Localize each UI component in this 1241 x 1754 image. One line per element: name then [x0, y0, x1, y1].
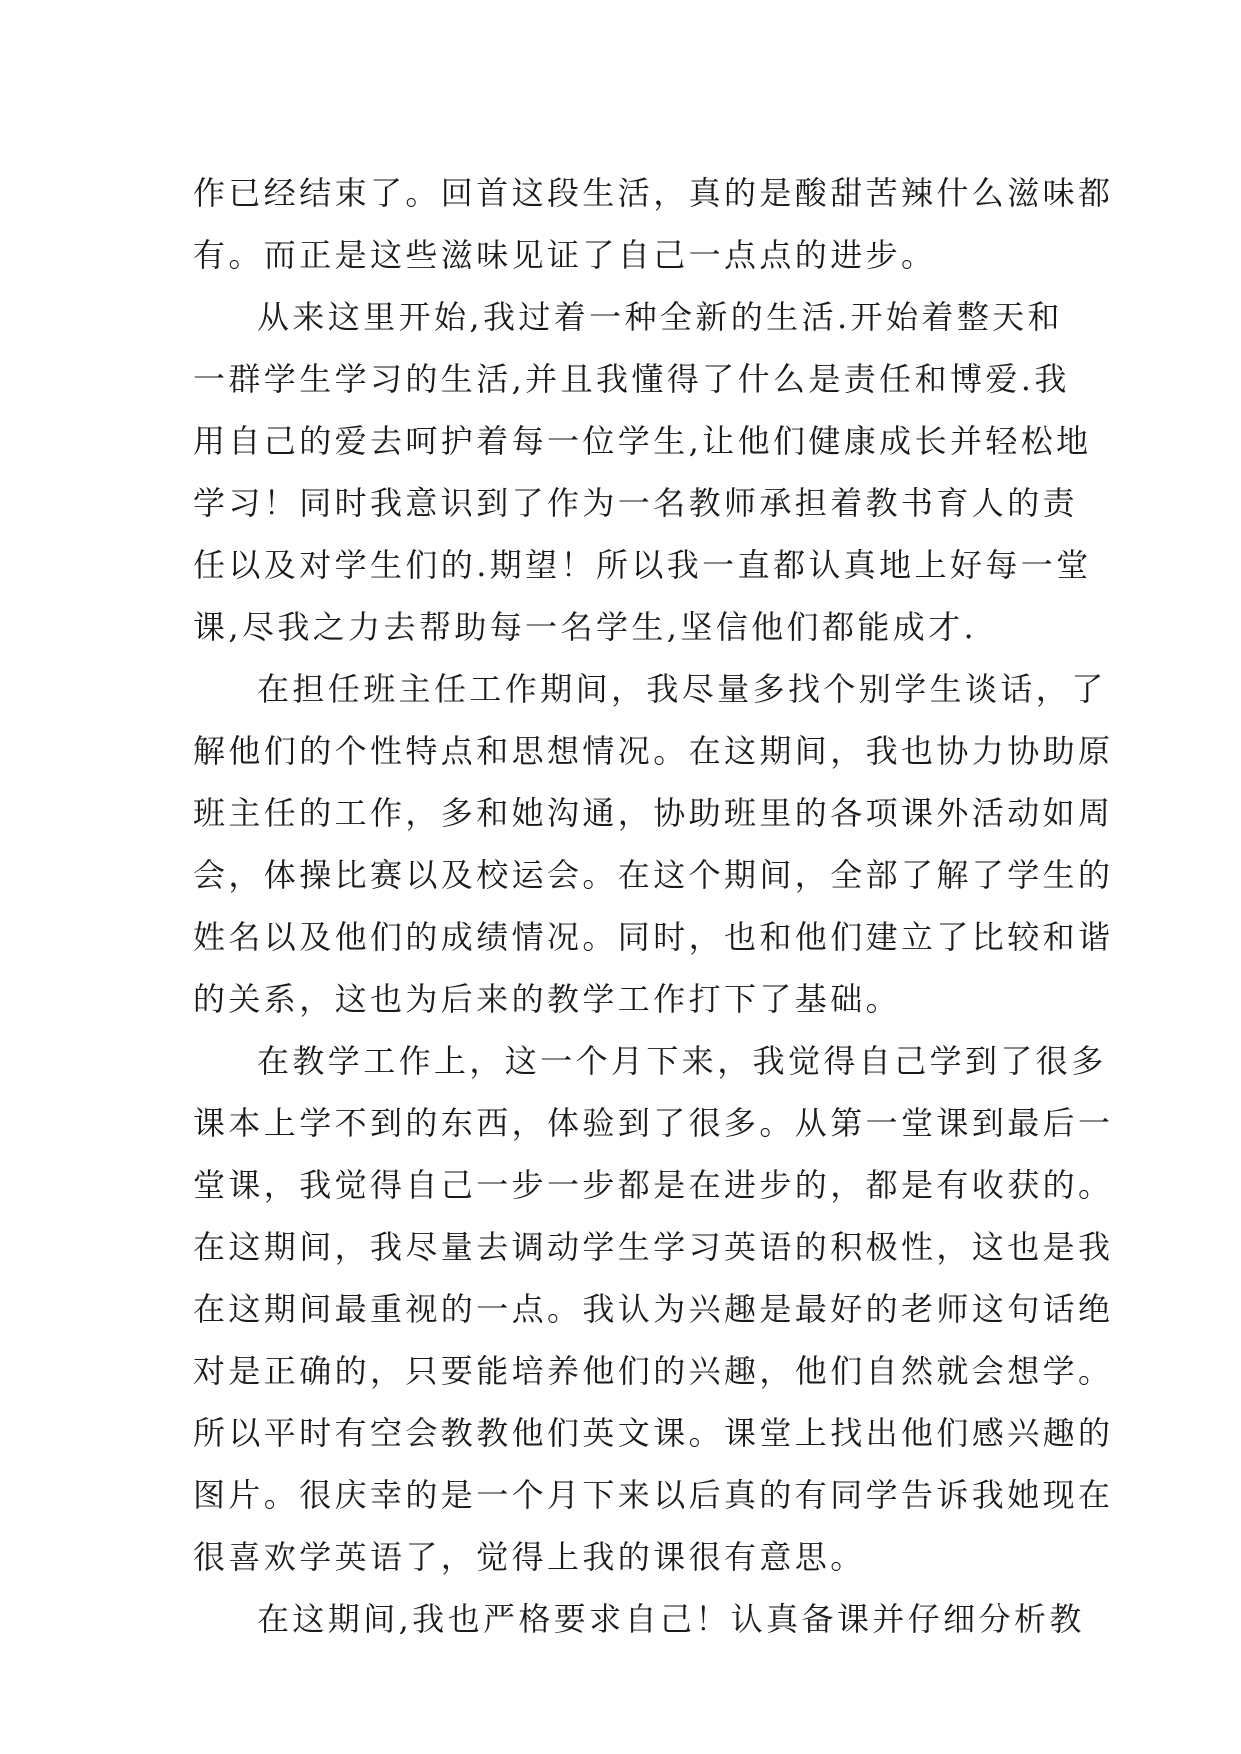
text-line: 很喜欢学英语了，觉得上我的课很有意思。	[193, 1538, 866, 1576]
text-line: 用自己的爱去呵护着每一位学生,让他们健康成长并轻松地	[193, 422, 1092, 460]
text-line: 有。而正是这些滋味见证了自己一点点的进步。	[193, 236, 937, 274]
text-line: 会，体操比赛以及校运会。在这个期间，全部了解了学生的	[193, 856, 1114, 894]
text-line: 在这期间最重视的一点。我认为兴趣是最好的老师这句话绝	[193, 1290, 1114, 1328]
paragraph-start-line: 从来这里开始,我过着一种全新的生活.开始着整天和	[257, 298, 1063, 336]
text-line: 一群学生学习的生活,并且我懂得了什么是责任和博爱.我	[193, 360, 1070, 398]
text-line: 的关系，这也为后来的教学工作打下了基础。	[193, 980, 902, 1018]
text-line: 在这期间，我尽量去调动学生学习英语的积极性，这也是我	[193, 1228, 1114, 1266]
document-body	[193, 162, 1114, 1650]
text-line: 图片。很庆幸的是一个月下来以后真的有同学告诉我她现在	[193, 1476, 1114, 1514]
text-line: 所以平时有空会教教他们英文课。课堂上找出他们感兴趣的	[193, 1414, 1114, 1452]
text-line: 姓名以及他们的成绩情况。同时，也和他们建立了比较和谐	[193, 918, 1114, 956]
paragraph-start-line: 在教学工作上，这一个月下来，我觉得自己学到了很多	[257, 1042, 1107, 1080]
text-line: 任以及对学生们的.期望！所以我一直都认真地上好每一堂	[193, 546, 1092, 584]
text-line: 堂课，我觉得自己一步一步都是在进步的，都是有收获的。	[193, 1166, 1114, 1204]
text-line: 课本上学不到的东西，体验到了很多。从第一堂课到最后一	[193, 1104, 1114, 1142]
text-line: 班主任的工作，多和她沟通，协助班里的各项课外活动如周	[193, 794, 1114, 832]
paragraph-start-line: 在担任班主任工作期间，我尽量多找个别学生谈话，了	[257, 670, 1107, 708]
text-line: 解他们的个性特点和思想情况。在这期间，我也协力协助原	[193, 732, 1114, 770]
paragraph-start-line: 在这期间,我也严格要求自己！认真备课并仔细分析教	[257, 1600, 1085, 1638]
text-line: 学习！同时我意识到了作为一名教师承担着教书育人的责	[193, 484, 1079, 522]
text-line: 作已经结束了。回首这段生活，真的是酸甜苦辣什么滋味都	[193, 174, 1114, 212]
text-line: 对是正确的，只要能培养他们的兴趣，他们自然就会想学。	[193, 1352, 1114, 1390]
text-line: 课,尽我之力去帮助每一名学生,坚信他们都能成才.	[193, 608, 978, 646]
